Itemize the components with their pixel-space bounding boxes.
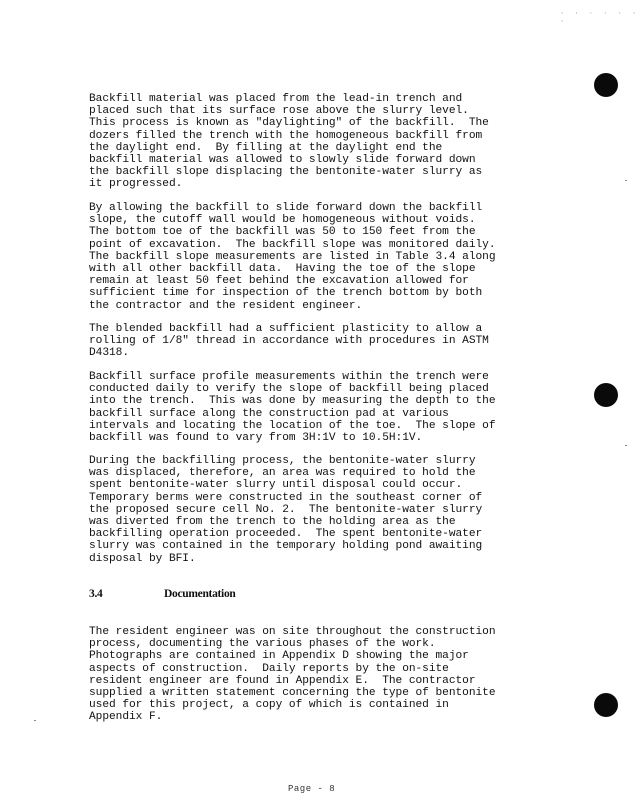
text-line: point of excavation. The backfill slope was monitored daily.: [89, 238, 496, 251]
paragraph-plasticity: [89, 323, 557, 360]
text-line: spent bentonite-water slurry until disposal could occur.: [89, 479, 463, 492]
text-line: During the backfilling process, the bentonite-water slurry: [89, 455, 476, 467]
binder-hole-bottom: [594, 693, 618, 717]
text-line: By allowing the backfill to slide forward down the backfill: [89, 202, 483, 214]
text-line: aspects of construction. Daily reports by the on-site: [89, 662, 449, 675]
paragraph-documentation: [89, 626, 557, 724]
paragraph-backfill-slope: [89, 202, 557, 312]
text-line: placed such that its surface rose above the slurry level.: [89, 105, 469, 118]
text-line: dozers filled the trench with the homogeneous backfill from: [89, 129, 483, 142]
text-line: it progressed.: [89, 178, 183, 191]
section-number: 3.4: [89, 588, 103, 600]
text-line: backfill was found to vary from 3H:1V to 10.5H:1V.: [89, 432, 423, 445]
text-line: into the trench. This was done by measuring the depth to the: [89, 395, 496, 408]
text-line: conducted daily to verify the slope of backfill being placed: [89, 383, 489, 396]
text-line: with all other backfill data. Having the toe of the slope: [89, 263, 476, 276]
scan-speck: [625, 180, 627, 181]
text-line: D4318.: [89, 347, 129, 360]
paragraph-slurry-disposal: [89, 455, 557, 565]
text-line: The blended backfill had a sufficient plasticity to allow a: [89, 323, 483, 335]
text-line: the backfill slope displacing the bentonite-water slurry as: [89, 166, 483, 179]
text-line: The bottom toe of the backfill was 50 to 150 feet from the: [89, 226, 476, 239]
text-line: slurry was contained in the temporary holding pond awaiting: [89, 540, 483, 553]
text-line: remain at least 50 feet behind the excavation allowed for: [89, 275, 469, 288]
text-line: the daylight end. By filling at the daylight end the: [89, 141, 443, 154]
text-line: the proposed secure cell No. 2. The bentonite-water slurry: [89, 503, 483, 516]
scan-speck: [34, 720, 36, 721]
text-line: slope, the cutoff wall would be homogeneous without voids.: [89, 214, 476, 227]
text-line: resident engineer are found in Appendix E. The contractor: [89, 674, 476, 687]
scan-speck: [625, 445, 627, 446]
text-line: intervals and locating the location of the toe. The slope of: [89, 419, 496, 432]
text-line: Backfill surface profile measurements within the trench were: [89, 371, 489, 383]
binder-hole-top: [594, 73, 618, 97]
section-title: Documentation: [164, 588, 236, 600]
text-line: rolling of 1/8" thread in accordance with procedures in ASTM: [89, 335, 489, 348]
page-number: Page - 8: [288, 784, 336, 794]
text-line: Appendix F.: [89, 711, 163, 724]
text-line: backfill material was allowed to slowly slide forward down: [89, 154, 476, 167]
paragraph-surface-profile: [89, 371, 557, 444]
text-line: disposal by BFI.: [89, 552, 196, 565]
paragraph-daylighting: [89, 93, 557, 191]
text-line: process, documenting the various phases of the work.: [89, 638, 436, 651]
text-line: Photographs are contained in Appendix D showing the major: [89, 650, 469, 663]
scan-artifact: · · · · · · ·: [560, 10, 640, 26]
text-line: supplied a written statement concerning the type of bentonite: [89, 687, 496, 700]
text-line: was diverted from the trench to the holding area as the: [89, 516, 456, 529]
text-line: was displaced, therefore, an area was required to hold the: [89, 467, 476, 480]
binder-hole-middle: [594, 383, 618, 407]
text-line: This process is known as "daylighting" of the backfill. The: [89, 117, 489, 130]
text-line: sufficient time for inspection of the trench bottom by both: [89, 287, 483, 300]
text-line: the contractor and the resident engineer.: [89, 299, 363, 312]
text-line: Temporary berms were constructed in the southeast corner of: [89, 491, 483, 504]
text-line: backfill surface along the construction pad at various: [89, 407, 449, 420]
text-line: backfilling operation proceeded. The spent bentonite-water: [89, 528, 483, 541]
text-line: The backfill slope measurements are listed in Table 3.4 along: [89, 250, 496, 263]
text-line: Backfill material was placed from the lead-in trench and: [89, 93, 463, 105]
text-line: The resident engineer was on site throughout the construction: [89, 626, 496, 638]
text-line: used for this project, a copy of which is contained in: [89, 699, 449, 712]
